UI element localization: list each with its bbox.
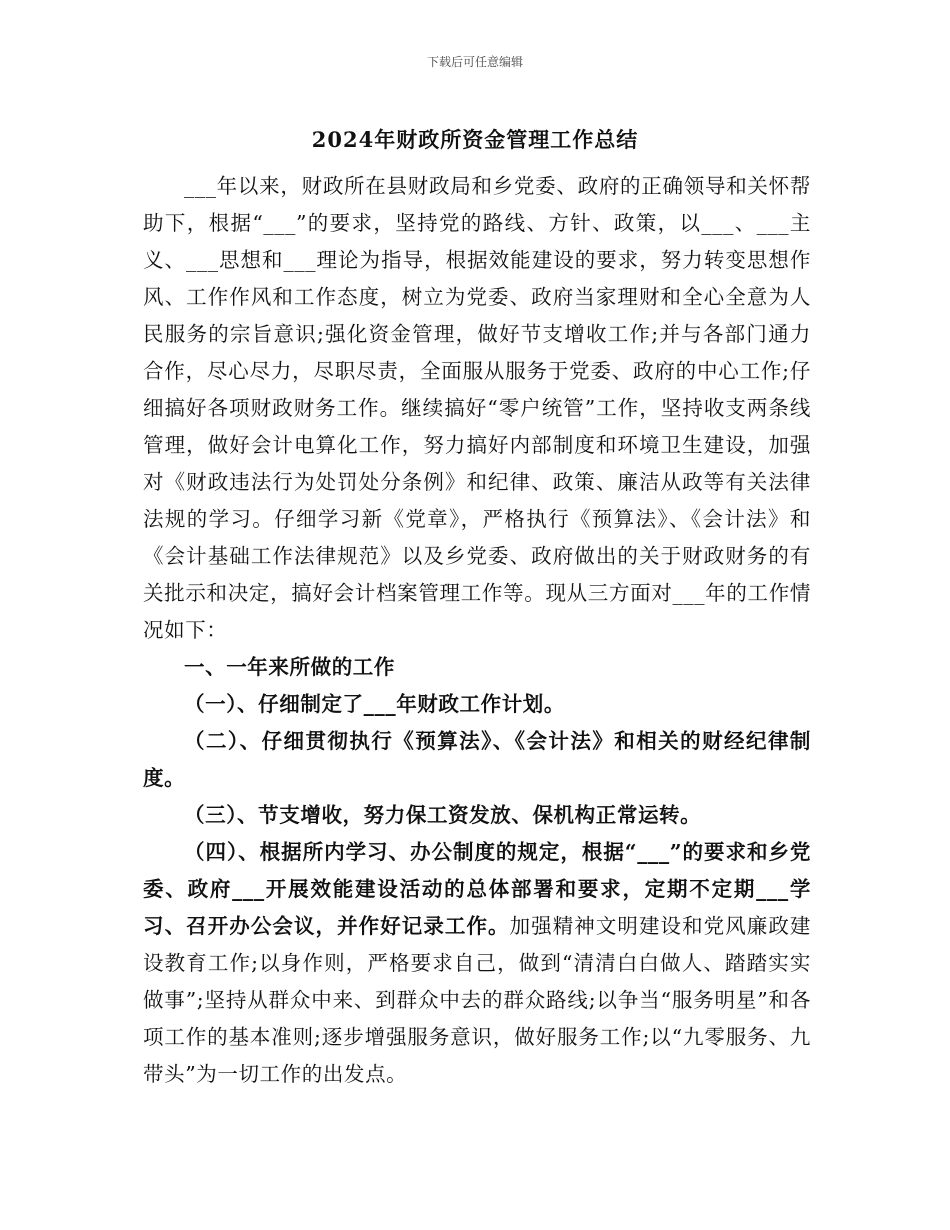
section-heading-1: 一、一年来所做的工作 (184, 655, 395, 679)
item-4-bold-text: （四）、根据所内学习、办公制度的规定，根据“___”的要求和乡党委、政府___开展效能建设活动的总体部署和要求，定期不定期___学习、召开办公会议，并作好记录工作。 (143, 840, 811, 938)
intro-paragraph: ___年以来，财政所在县财政局和乡党委、政府的正确领导和关怀帮助下，根据“___”的要求，坚持党的路线、方针、政策，以___、___主义、___思想和___理论为指导，根据效能建设的要求，努力转变思想作风、工作作风和工作态度，树立为党委、政府当家理财和全心全意为人民服务的宗旨意识;强化资金管理，做好节支增收工作;并与各部门通力合作，尽心尽力，尽职尽责，全面服从服务于党委、政府的中心工作;仔细搞好各项财政财务工作。继续搞好“零户统管”工作，坚持收支两条线管理，做好会计电算化工作，努力搞好内部制度和环境卫生建设，加强对《财政违法行为处罚处分条例》和纪律、政策、廉洁从政等有关法律法规的学习。仔细学习新《党章》，严格执行《预算法》、《会计法》和《会计基础工作法律规范》以及乡党委、政府做出的关于财政财务的有关批示和决定，搞好会计档案管理工作等。现从三方面对___年的工作情况如下： (143, 174, 811, 642)
item-3: （三）、节支增收，努力保工资发放、保机构正常运转。 (184, 803, 702, 827)
item-4-normal-text: 加强精神文明建设和党风廉政建设教育工作;以身作则，严格要求自己，做到“清清白白做人、踏踏实实做事”;坚持从群众中来、到群众中去的群众路线;以争当“服务明星”和各项工作的基本准则;逐步增强服务意识，做好服务工作;以“九零服务、九带头”为一切工作的出发点。 (143, 914, 811, 1086)
item-1: （一）、仔细制定了___年财政工作计划。 (184, 692, 565, 716)
item-2: （二）、仔细贯彻执行《预算法》、《会计法》和相关的财经纪律制度。 (143, 729, 811, 790)
item-4 (143, 834, 811, 1093)
document-body (143, 168, 811, 1093)
document-title: 2024年财政所资金管理工作总结 (311, 127, 639, 152)
page-header: 下载后可任意编辑 (426, 55, 523, 69)
